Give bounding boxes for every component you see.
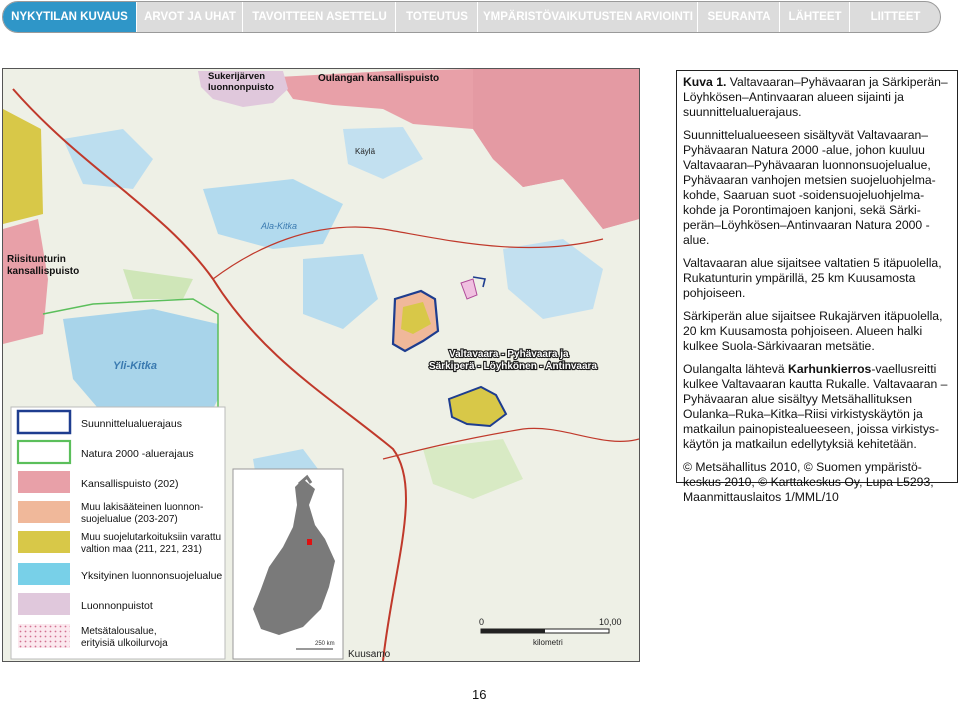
- place-label-riisitunturi: Riisitunturin: [7, 254, 66, 265]
- legend-label-state-land-2: valtion maa (211, 221, 231): [81, 544, 203, 555]
- inset-map-finland: [233, 469, 343, 659]
- caption-title-number: Kuva 1.: [683, 75, 727, 89]
- place-label-kuusamo: Kuusamo: [348, 649, 391, 660]
- caption-p4-trail: Karhunkierros: [788, 362, 872, 376]
- legend-label-planning: Suunnittelualuerajaus: [81, 418, 182, 430]
- area-label-line-2: Särkiperä - Löyhkönen - Antinvaara: [429, 361, 598, 372]
- tab-ymparistovaikutusten-arviointi[interactable]: YMPÄRISTÖVAIKUTUSTEN ARVIOINTI: [477, 2, 698, 32]
- caption-paragraph-3: Särkiperän alue sijaitsee Rukajärven itäpuolella, 20 km Kuusamosta pohjoiseen. Alueen halki kulkee Suola-Särkivaaran metsätie.: [683, 309, 943, 353]
- legend-swatch-state-land: [18, 531, 70, 553]
- figure-caption: [676, 70, 958, 504]
- caption-copyright: © Metsähallitus 2010, © Suomen ympäristö-keskus 2010, © Karttakeskus Oy, Lupa L5293, Maanmittauslaitos 1/MML/10: [683, 460, 934, 504]
- scale-end-label: 10,00: [599, 617, 622, 627]
- place-label-sukerijarvi-2: luonnonpuisto: [208, 82, 274, 93]
- place-label-riisitunturi-2: kansallispuisto: [7, 266, 80, 277]
- inset-scale-label: 250 km: [315, 641, 335, 647]
- caption-p4-a: Oulangalta lähtevä: [683, 362, 789, 376]
- scale-unit-label: kilometri: [533, 638, 563, 647]
- page-number: 16: [472, 687, 487, 702]
- inset-location-marker: [307, 539, 312, 545]
- tab-tavoitteen-asettelu[interactable]: TAVOITTEEN ASETTELU: [242, 2, 396, 32]
- legend-label-national-park: Kansallispuisto (202): [81, 478, 179, 490]
- legend-label-forestry-2: erityisiä ulkoilurvoja: [81, 638, 168, 649]
- legend-label-state-land: Muu suojelutarkoituksiin varattu: [81, 532, 222, 543]
- place-label-kayla: Käylä: [355, 147, 376, 156]
- legend-label-natura: Natura 2000 -aluerajaus: [81, 448, 194, 460]
- legend-label-private-reserve: Yksityinen luonnonsuojelualue: [81, 570, 223, 582]
- place-label-ala-kitka: Ala-Kitka: [261, 221, 298, 231]
- legend-swatch-natura: [18, 441, 70, 463]
- legend-label-nature-reserve: Luonnonpuistot: [81, 600, 153, 612]
- scale-bar-segment: [481, 629, 545, 633]
- tab-seuranta[interactable]: SEURANTA: [697, 2, 780, 32]
- legend-label-other-protected: Muu lakisääteinen luonnon-: [81, 502, 204, 513]
- tab-toteutus[interactable]: TOTEUTUS: [395, 2, 478, 32]
- tab-liitteet[interactable]: LIITTEET: [849, 2, 941, 32]
- legend-swatch-nature-reserve: [18, 593, 70, 615]
- map-figure: [2, 68, 640, 662]
- navigation-bar: [2, 1, 941, 33]
- caption-paragraph-2: Valtavaaran alue sijaitsee valtatien 5 itäpuolella, Rukatunturin ympärillä, 25 km Kuusamosta pohjoiseen.: [683, 256, 942, 300]
- map-canvas: [3, 69, 639, 661]
- caption-paragraph-1: Suunnittelualueeseen sisältyvät Valtavaaran–Pyhävaaran Natura 2000 -alue, johon kuuluu Valtavaaran–Pyhävaaran luonnonsuojelualue, Pyhävaaran vanhojen metsien suojeluohjelma-kohde, Saaruan suot -soidensuojeluohjelma-kohde ja Porontimajoen kanjoni, sekä Särki-perän–Löyhkösen–Antinvaaran Natura 2000 -alue.: [683, 128, 936, 247]
- legend-swatch-other-protected: [18, 501, 70, 523]
- caption-title: [683, 75, 952, 120]
- legend-swatch-planning: [18, 411, 70, 433]
- place-label-sukerijarvi: Sukerijärven: [208, 71, 266, 82]
- area-label-line-1: Valtavaara - Pyhävaara ja: [449, 349, 569, 360]
- caption-title-text: Valtavaaran–Pyhävaaran ja Särkiperän–Löyhkösen–Antinvaaran alueen sijainti ja suunnittelualuerajaus.: [683, 75, 948, 119]
- place-label-yli-kitka: Yli-Kitka: [113, 360, 158, 372]
- tab-arvot-ja-uhat[interactable]: ARVOT JA UHAT: [136, 2, 243, 32]
- legend-label-other-protected-2: suojelualue (203-207): [81, 514, 178, 525]
- place-label-oulanka: Oulangan kansallispuisto: [318, 73, 440, 84]
- map-legend: [11, 407, 225, 659]
- legend-label-forestry: Metsätalousalue,: [81, 626, 157, 637]
- scale-start-label: 0: [479, 617, 485, 627]
- tab-lahteet[interactable]: LÄHTEET: [779, 2, 850, 32]
- tab-nykytilan-kuvaus[interactable]: NYKYTILAN KUVAUS: [3, 2, 136, 32]
- legend-swatch-national-park: [18, 471, 70, 493]
- legend-swatch-forestry: [18, 624, 70, 648]
- legend-swatch-private-reserve: [18, 563, 70, 585]
- caption-paragraph-4: [683, 362, 952, 452]
- caption-p4-c: -vaellusreitti kulkee Valtavaaran kautta Rukalle. Valtavaaran –Pyhävaaran alue sisältyy Metsähallituksen Oulanka–Ruka–Kitka–Riisi virkistyskäytön ja matkailun painopistealueeseen, joissa virkistys-käytön ja matkailun edellytyksiä kehitetään.: [683, 362, 948, 451]
